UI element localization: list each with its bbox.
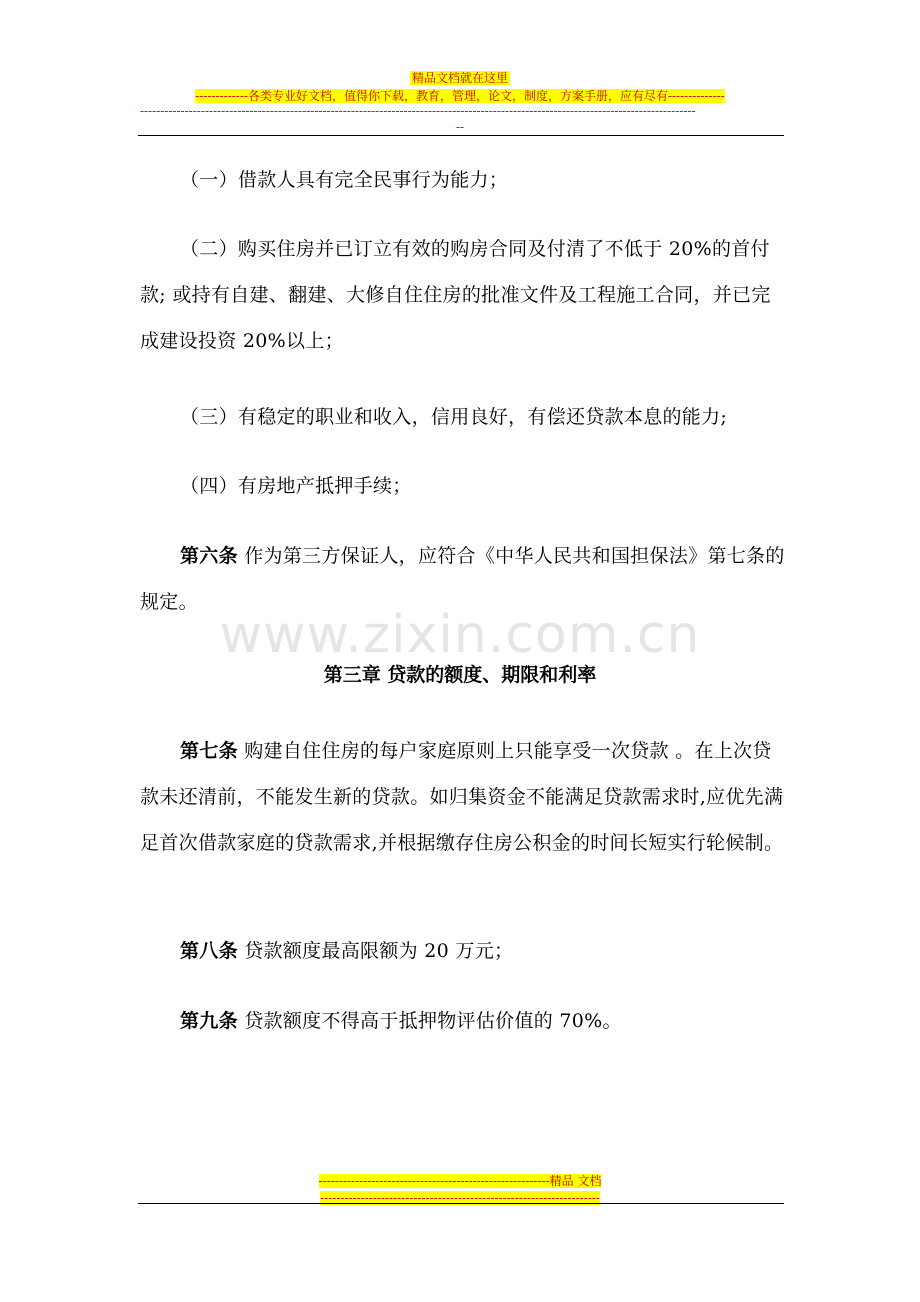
article-8 bbox=[140, 928, 786, 974]
header-title bbox=[0, 67, 920, 86]
article-6-label: 第六条 bbox=[180, 545, 238, 567]
condition-item-1: （一）借款人具有完全民事行为能力； bbox=[180, 169, 509, 191]
article-7 bbox=[140, 728, 786, 866]
article-8-label: 第八条 bbox=[180, 940, 238, 962]
article-7-text: 购建自住住房的每户家庭原则上只能享受一次贷款 。在上次贷款未还清前，不能发生新的贷款。如归集资金不能满足贷款需求时,应优先满足首次借款家庭的贷款需求,并根据缴存住房公积金的时间长短实行轮候制。 bbox=[140, 740, 784, 854]
header-title-text: 精品文档就在这里 bbox=[411, 71, 508, 85]
article-9-label: 第九条 bbox=[180, 1010, 238, 1032]
footer-rule bbox=[138, 1203, 784, 1204]
header-dashes: ----------------------------------------------------------------------------------------------------------------------------------------- bbox=[140, 104, 696, 118]
article-7-label: 第七条 bbox=[180, 740, 238, 762]
article-6-text: 作为第三方保证人，应符合《中华人民共和国担保法》第七条的规定。 bbox=[140, 545, 785, 613]
article-8-text: 贷款额度最高限额为 20 万元； bbox=[237, 940, 514, 962]
footer-line-1-text: ---------------------------------------------------------精品 文档 bbox=[318, 1174, 602, 1188]
chapter-title: 第三章 贷款的额度、期限和利率 bbox=[323, 664, 597, 686]
footer-line-2-text: --------------------------------------------------------------------- bbox=[320, 1191, 600, 1205]
condition-item-3: （三）有稳定的职业和收入，信用良好，有偿还贷款本息的能力; bbox=[180, 406, 728, 428]
header-rule bbox=[138, 135, 784, 136]
watermark: www.zixin.com.cn bbox=[219, 605, 701, 665]
article-6 bbox=[140, 533, 786, 625]
article-9-text: 贷款额度不得高于抵押物评估价值的 70%。 bbox=[237, 1010, 622, 1032]
article-9 bbox=[140, 998, 786, 1044]
header-tagline bbox=[0, 85, 920, 104]
header-dashes-tail: -- bbox=[455, 120, 465, 134]
condition-item-4: （四）有房地产抵押手续； bbox=[180, 475, 412, 497]
condition-item-2: （二）购买住房并已订立有效的购房合同及付清了不低于 20%的首付款; 或持有自建、翻建、大修自住住房的批准文件及工程施工合同，并已完成建设投资 20%以上； bbox=[140, 238, 771, 352]
header-tagline-text: -------------各类专业好文档，值得你下载，教育，管理，论文，制度，方案手册，应有尽有-------------- bbox=[195, 89, 725, 103]
